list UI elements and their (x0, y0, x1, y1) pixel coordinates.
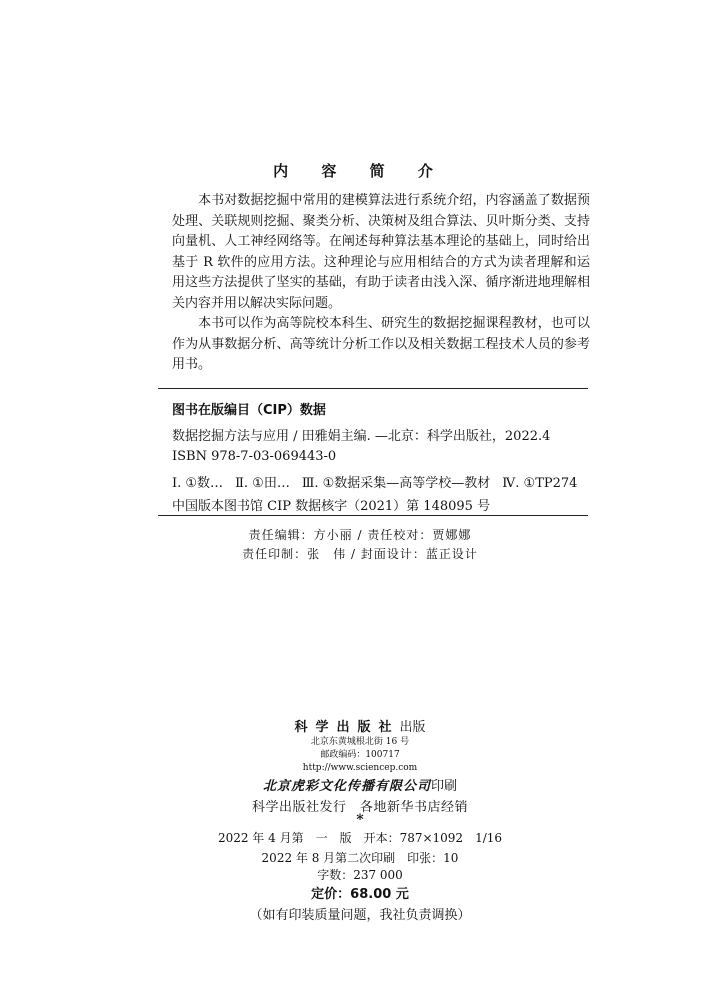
publisher-name: 科学出版社 (294, 720, 400, 735)
summary-paragraph-1-text: 本书对数据挖掘中常用的建模算法进行系统介绍，内容涵盖了数据预处理、关联规则挖掘、聚类分析、决策树及组合算法、贝叶斯分类、支持向量机、人工神经网络等。在阐述每种算法基本理论的基础上，同时给出基于 R 软件的应用方法。这种理论与应用相结合的方式为读者理解和运用这些方法提供了坚实的基础，有助于读者由浅入深、循序渐进地理解相关内容并用以解决实际问题。 (172, 193, 590, 311)
editor-credits: 责任编辑：方小丽 / 责任校对：贾娜娜 (248, 528, 472, 542)
cip-class-item: Ⅲ. ①数据采集—高等学校—教材 (301, 476, 491, 491)
cip-classification (172, 472, 577, 491)
cip-top-rule (158, 388, 588, 389)
printer-line (0, 775, 720, 794)
separator-star: * (356, 812, 364, 828)
cip-heading: 图书在版编目（CIP）数据 (172, 403, 326, 418)
publisher-website: http://www.sciencep.com (302, 763, 418, 773)
production-credits: 责任印制：张 伟 / 封面设计：蓝正设计 (242, 547, 478, 561)
cip-class-item: Ⅰ. ①数… (172, 476, 224, 491)
cip-class-item: Ⅳ. ①TP274 (502, 476, 578, 491)
cip-class-item: Ⅱ. ①田… (235, 476, 290, 491)
printer-suffix: 印刷 (431, 779, 458, 794)
distribution-line: 科学出版社发行 各地新华书店经销 (251, 800, 468, 815)
edition-line-2: 2022 年 8 月第二次印刷 印张：10 (261, 851, 459, 865)
printer-name: 北京虎彩文化传播有限公司 (262, 779, 431, 794)
publisher-address: 北京东黄城根北街 16 号 (310, 737, 410, 747)
publisher-suffix: 出版 (399, 720, 426, 735)
publisher-postcode: 邮政编码：100717 (320, 750, 400, 760)
edition-line-1: 2022 年 4 月第 一 版 开本：787×1092 1/16 (217, 831, 503, 845)
word-count: 字数：237 000 (317, 868, 403, 882)
cip-bottom-rule (158, 515, 588, 516)
quality-note: （如有印装质量问题，我社负责调换） (249, 908, 471, 923)
cip-isbn: ISBN 978-7-03-069443-0 (172, 449, 337, 464)
price: 定价：68.00 元 (311, 887, 409, 902)
summary-paragraph-2 (172, 314, 590, 376)
summary-paragraph-1 (172, 191, 590, 315)
summary-paragraph-2-text: 本书可以作为高等院校本科生、研究生的数据挖掘课程教材，也可以作为从事数据分析、高等统计分析工作以及相关数据工程技术人员的参考用书。 (172, 316, 590, 373)
cip-citation: 数据挖掘方法与应用 / 田雅娟主编. —北京：科学出版社，2022.4 (172, 429, 551, 444)
publisher-line (0, 716, 720, 735)
summary-title: 内 容 简 介 (273, 162, 447, 180)
cip-catalog-number: 中国版本图书馆 CIP 数据核字（2021）第 148095 号 (172, 499, 491, 514)
